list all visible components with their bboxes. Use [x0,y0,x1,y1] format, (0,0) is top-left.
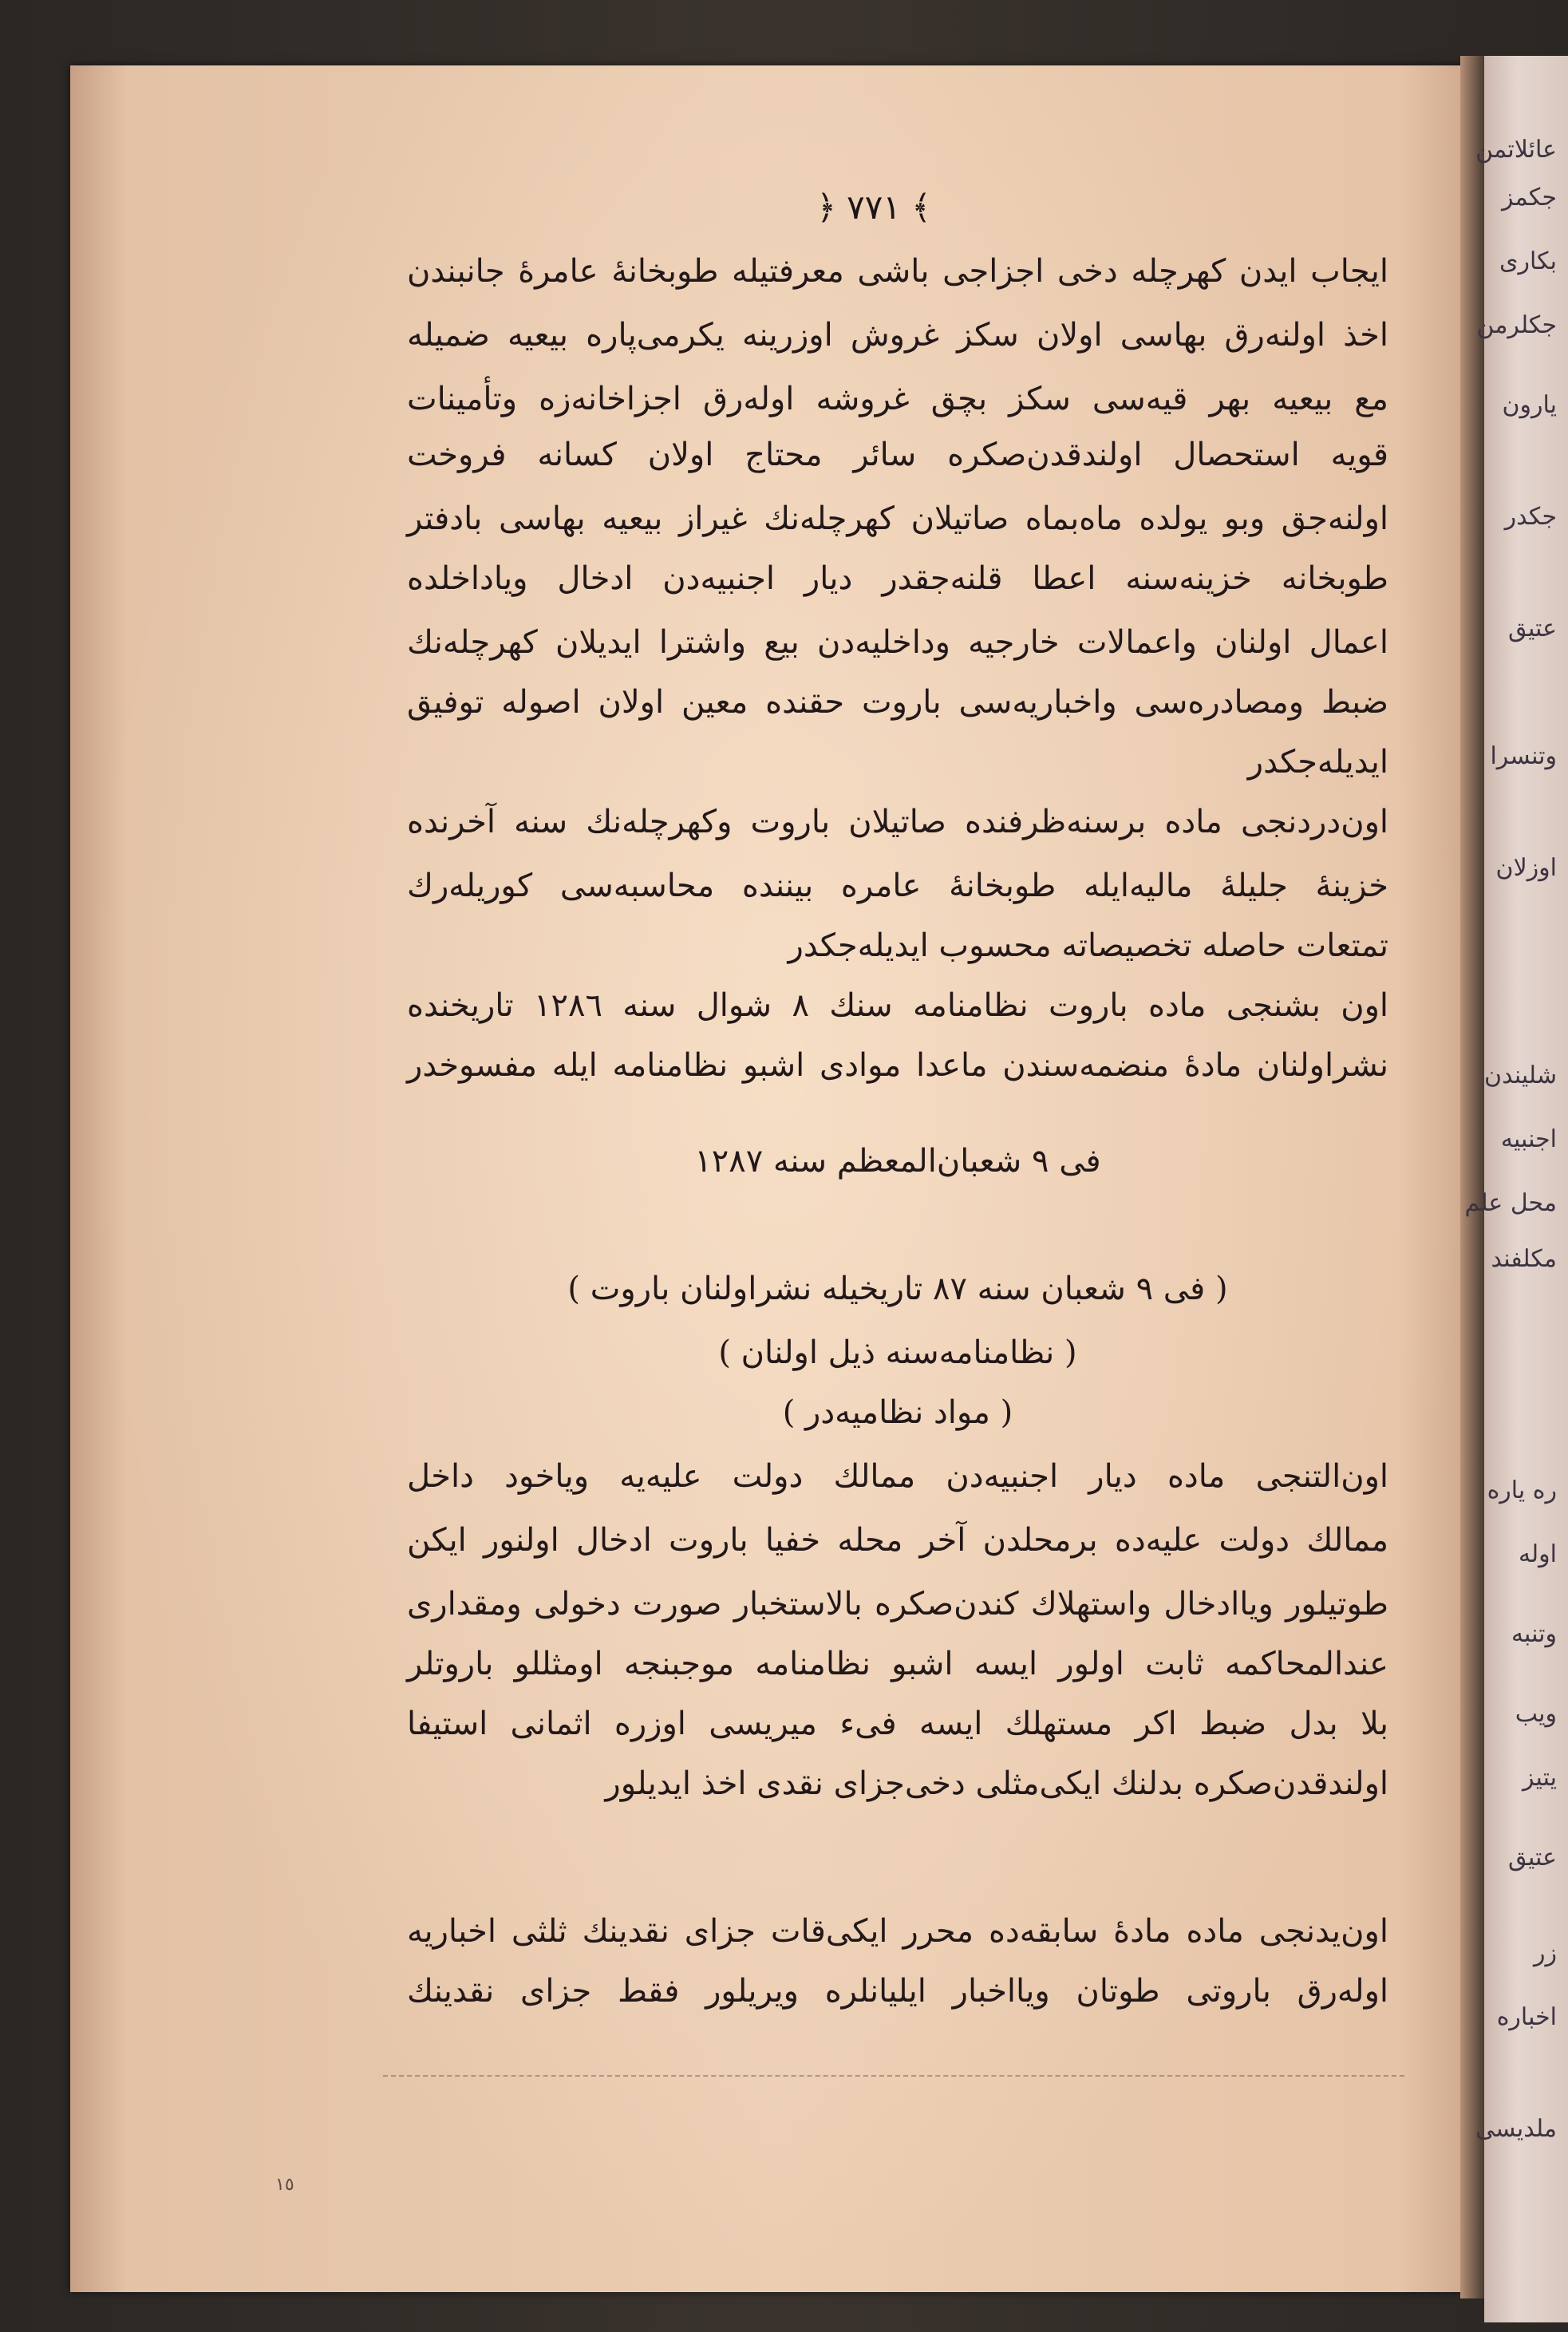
adjacent-fragment: اوزلان [1495,854,1557,882]
text-line: نشراولنان مادهٔ منضمه‌سندن ماعدا موادی اشبو نظامنامه ایله مفسوخدر [407,1047,1388,1084]
text-line: اخذ اولنه‌رق بهاسی اولان سکز غروش اوزرینه یکرمی‌پاره بیعیه ضمیله [407,317,1388,354]
adjacent-fragment: عائلاتمن [1475,136,1557,164]
text-line: طوبخانه خزینه‌سنه اعطا قلنه‌جقدر دیار اجنبیه‌دن ادخال وياداخلده [407,560,1388,597]
book-gutter [1460,56,1484,2298]
adjacent-fragment: ره یاره [1487,1476,1557,1504]
adjacent-fragment: مکلفند [1491,1245,1557,1273]
adjacent-fragment: اوله [1518,1540,1557,1568]
text-line: خزینهٔ جلیلهٔ مالیه‌ایله طوبخانهٔ عامره بیننده محاسبه‌سی کوریله‌رك [407,868,1388,904]
text-line: اولنه‌جق وبو یولده ماه‌بماه صاتیلان کهرچله‌نك غیراز بیعیه بهاسی بادفتر [407,500,1388,537]
text-line: عندالمحاکمه ثابت اولور ایسه اشبو نظامنامه موجبنجه اومثللو باروتلر [407,1646,1388,1682]
adjacent-page-edge [1464,56,1568,2322]
margin-signature-mark: ١٥ [275,2175,294,2195]
adjacent-fragment: جکلرمن [1476,311,1557,339]
adjacent-fragment: وتنبه [1511,1620,1557,1648]
article-16-line: اون‌التنجی ماده دیار اجنبیه‌دن ممالك دولت علیه‌یه ویاخود داخل [407,1458,1388,1495]
adjacent-fragment: جکمز [1501,184,1557,211]
adjacent-fragment: ملدیسی [1475,2115,1557,2143]
adjacent-fragment: جکدر [1504,503,1557,531]
text-line: مع بیعیه بهر قیه‌سی سکز بچق غروشه اوله‌رق اجزاخانه‌زه وتأمینات [407,381,1388,417]
article-15-line: اون بشنجی ماده باروت نظامنامه سنك ٨ شوال سنه ١٢٨٦ تاریخنده [407,987,1389,1024]
adjacent-fragment: بكاری [1499,247,1557,275]
adjacent-fragment: اخباره [1496,2003,1557,2031]
page-number: ﴿ ٧٧١ ﴾ [816,188,931,227]
adjacent-fragment: عتیق [1507,615,1557,642]
adjacent-fragment: محل علم [1464,1189,1557,1217]
article-14-line: اون‌دردنجی ماده برسنه‌ظرفنده صاتیلان باروت وکهرچله‌نك سنه آخرنده [407,804,1388,840]
printer-marks [383,2075,1404,2093]
text-line: ممالك دولت علیه‌ده برمحلدن آخر محله خفیا باروت ادخال اولنور ایکن [407,1522,1388,1559]
adjacent-fragment: ویب [1515,1700,1557,1728]
text-line: قویه استحصال اولندقدن‌صکره سائر محتاج اولان کسانه فروخت [407,437,1388,473]
adjacent-fragment: عتیق [1507,1844,1557,1872]
text-line: طوتیلور ویاادخال واستهلاك کندن‌صکره بالاستخبار صورت دخولی ومقداری [407,1586,1388,1623]
text-line: تمتعات حاصله تخصیصاته محسوب ایدیله‌جکدر [788,927,1388,964]
article-17-line: اون‌یدنجی ماده مادهٔ سابقه‌ده محرر ایکی‌قات جزای نقدینك ثلثی اخباریه [407,1913,1388,1950]
date-line: فی ٩ شعبان‌المعظم سنه ١٢٨٧ [694,1143,1101,1180]
section-heading-line: ( مواد نظامیه‌در ) [782,1394,1013,1431]
adjacent-fragment: زر [1534,1939,1557,1967]
text-line: اعمال اولنان واعمالات خارجیه وداخلیه‌دن بیع واشترا ایدیلان کهرچله‌نك [407,624,1388,661]
text-line: اولندقدن‌صکره بدلنك ایکی‌مثلی دخی‌جزای نقدی اخذ ایدیلور [605,1765,1388,1802]
text-line: بلا بدل ضبط اکر مستهلك ایسه فیء میریسی اوزره اثمانی استیفا [407,1706,1388,1742]
text-line: ایدیله‌جکدر [1247,744,1388,781]
section-heading-line: ( فی ٩ شعبان سنه ٨٧ تاریخیله نشراولنان باروت ) [567,1271,1228,1307]
text-line: ضبط ومصادره‌سی واخباریه‌سی باروت حقنده معین اولان اصوله توفیق [407,684,1388,721]
text-line: اوله‌رق باروتی طوتان ویااخبار ایلیانلره ویریلور فقط جزای نقدینك [407,1973,1388,2010]
section-heading-line: ( نظامنامه‌سنه ذیل اولنان ) [718,1334,1077,1371]
adjacent-fragment: شلیندن [1484,1061,1557,1089]
adjacent-fragment: اجنبیه [1500,1125,1557,1153]
text-line: ایجاب ایدن کهرچله دخی اجزاجی باشی معرفتیله طوبخانهٔ عامرهٔ جانبندن [407,253,1388,290]
adjacent-fragment: وتنسرا [1490,742,1557,770]
adjacent-fragment: یتیز [1522,1764,1557,1792]
adjacent-fragment: یارون [1502,391,1557,419]
